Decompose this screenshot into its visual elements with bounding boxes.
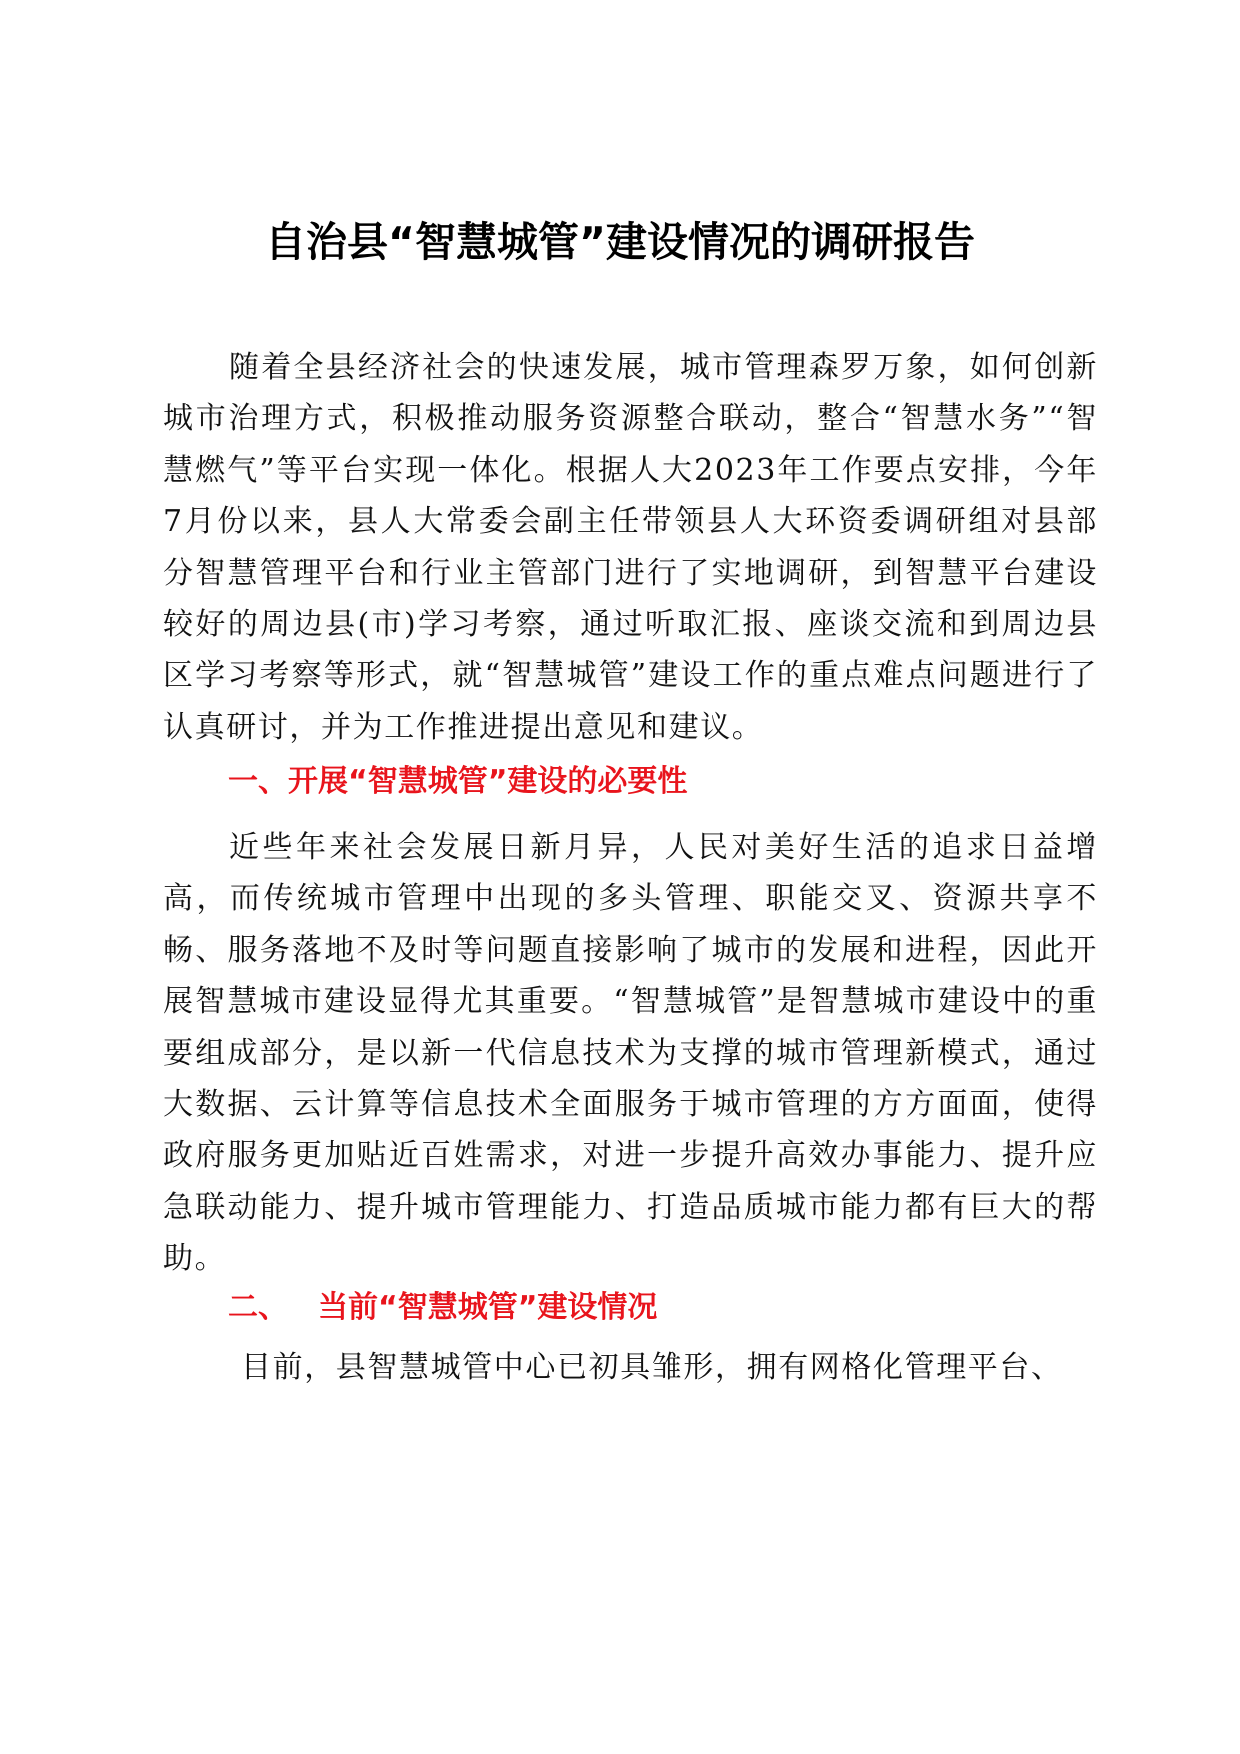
necessity-paragraph: 近些年来社会发展日新月异，人民对美好生活的追求日益增高，而传统城市管理中出现的多头管理、职能交叉、资源共享不畅、服务落地不及时等问题直接影响了城市的发展和进程，因此开展智慧城市建设显得尤其重要。“智慧城管”是智慧城市建设中的重要组成部分，是以新一代信息技术为支撑的城市管理新模式，通过大数据、云计算等信息技术全面服务于城市管理的方方面面，使得政府服务更加贴近百姓需求，对进一步提升高效办事能力、提升应急联动能力、提升城市管理能力、打造品质城市能力都有巨大的帮助。	[163, 830, 1098, 1277]
document-title: 自治县“智慧城管”建设情况的调研报告	[265, 218, 975, 266]
current-status-paragraph: 目前，县智慧城管中心已初具雏形，拥有网格化管理平台、	[241, 1350, 1063, 1385]
intro-paragraph: 随着全县经济社会的快速发展，城市管理森罗万象，如何创新城市治理方式，积极推动服务资源整合联动，整合“智慧水务”“智慧燃气”等平台实现一体化。根据人大2023年工作要点安排，今年7月份以来，县人大常委会副主任带领县人大环资委调研组对县部分智慧管理平台和行业主管部门进行了实地调研，到智慧平台建设较好的周边县(市)学习考察，通过听取汇报、座谈交流和到周边县区学习考察等形式，就“智慧城管”建设工作的重点难点问题进行了认真研讨，并为工作推进提出意见和建议。	[163, 350, 1098, 745]
section-heading-current-status	[228, 1286, 657, 1330]
section-heading-necessity: 一、开展“智慧城管”建设的必要性	[228, 764, 688, 799]
section-number: 二、	[228, 1290, 288, 1325]
section-heading-text: 当前“智慧城管”建设情况	[318, 1290, 658, 1325]
